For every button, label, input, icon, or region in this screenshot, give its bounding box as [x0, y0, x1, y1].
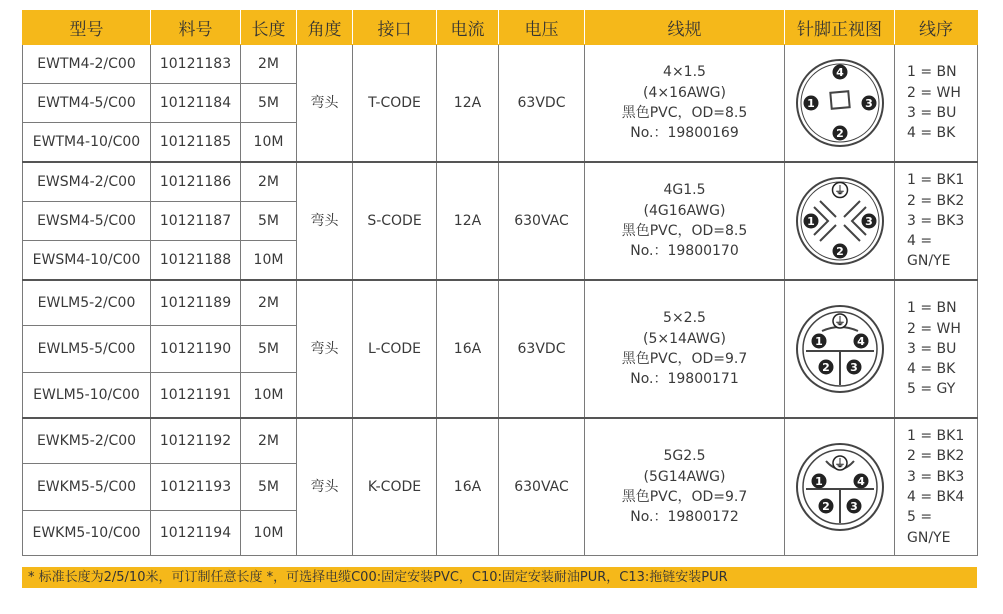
- current-cell: 16A: [437, 418, 499, 556]
- spec-line: 黑色PVC，OD=9.7: [621, 351, 748, 367]
- current-cell: 12A: [437, 45, 499, 163]
- header-model: 型号: [23, 11, 151, 45]
- angle-cell: 弯头: [297, 280, 353, 418]
- length-cell: 5M: [241, 326, 297, 373]
- interface-cell: K-CODE: [353, 418, 437, 556]
- pin-label: ⏚: [834, 315, 845, 328]
- pin-label: 1: [814, 335, 823, 348]
- pin-label: 1: [806, 97, 815, 110]
- table-row: [23, 45, 978, 84]
- model-cell: EWKM5-2/C00: [23, 418, 151, 464]
- part-cell: 10121186: [151, 162, 241, 202]
- spec-line: 5G2.5: [663, 448, 706, 465]
- part-cell: 10121187: [151, 202, 241, 241]
- pin-view-cell: [785, 418, 895, 556]
- wire-order-cell: [895, 280, 978, 418]
- part-cell: 10121189: [151, 280, 241, 326]
- header-interface: 接口: [353, 11, 437, 45]
- length-cell: 2M: [241, 418, 297, 464]
- voltage-cell: 630VAC: [499, 418, 585, 556]
- header-current: 电流: [437, 11, 499, 45]
- angle-cell: 弯头: [297, 45, 353, 163]
- part-cell: 10121184: [151, 84, 241, 123]
- wire-line: 3 = BU: [907, 105, 957, 121]
- spec-line: 5×2.5: [663, 310, 706, 327]
- model-cell: EWLM5-5/C00: [23, 326, 151, 373]
- pin-label: 3: [849, 500, 858, 513]
- angle-cell: 弯头: [297, 418, 353, 556]
- wire-line: 3 = BK3: [907, 468, 965, 485]
- wire-line: 5 = GY: [907, 381, 956, 398]
- model-cell: EWKM5-5/C00: [23, 464, 151, 511]
- wire-line: 1 = BK1: [907, 172, 965, 189]
- current-cell: 16A: [437, 280, 499, 418]
- length-cell: 2M: [241, 162, 297, 202]
- length-cell: 5M: [241, 202, 297, 241]
- spec-cell: [585, 162, 785, 280]
- voltage-cell: 63VDC: [499, 280, 585, 418]
- pin-label: 2: [821, 500, 830, 513]
- interface-cell: S-CODE: [353, 162, 437, 280]
- s-code-pin-icon: [792, 173, 888, 269]
- wire-line: 4 = BK: [907, 125, 956, 142]
- wire-line: 4 = BK: [907, 361, 956, 378]
- spec-cell: [585, 280, 785, 418]
- wire-line: 1 = BK1: [907, 428, 965, 445]
- model-cell: EWLM5-10/C00: [23, 373, 151, 419]
- pin-label: 2: [821, 361, 830, 374]
- header-part: 料号: [151, 11, 241, 45]
- pin-label: ⏚: [834, 184, 845, 197]
- part-cell: 10121183: [151, 45, 241, 84]
- pin-label: 2: [835, 127, 844, 140]
- spec-line: 4×1.5: [663, 64, 706, 81]
- spec-line: No.：19800172: [630, 509, 739, 526]
- wire-line: 2 = BK2: [907, 192, 965, 209]
- header-spec: 线规: [585, 11, 785, 45]
- length-cell: 10M: [241, 123, 297, 163]
- wire-line: 2 = WH: [907, 84, 961, 101]
- part-cell: 10121192: [151, 418, 241, 464]
- length-cell: 5M: [241, 84, 297, 123]
- part-cell: 10121194: [151, 511, 241, 556]
- pin-label: 3: [864, 97, 873, 110]
- table-row: [23, 162, 978, 202]
- spec-line: 黑色PVC，OD=8.5: [621, 105, 748, 121]
- wire-line: 3 = BK3: [907, 212, 965, 229]
- wire-line: 5 = GN/YE: [907, 509, 951, 546]
- length-cell: 5M: [241, 464, 297, 511]
- part-cell: 10121188: [151, 241, 241, 281]
- k-code-pin-icon: [792, 439, 888, 535]
- part-cell: 10121193: [151, 464, 241, 511]
- wire-line: 1 = BN: [907, 300, 957, 317]
- spec-line: No.：19800171: [630, 371, 739, 388]
- pin-label: ⏚: [834, 457, 845, 470]
- pin-label: 4: [835, 66, 844, 79]
- footnote: * 标准长度为2/5/10米，可订制任意长度 *，可选择电缆C00:固定安装PVC，C10:固定安装耐油PUR，C13:拖链安装PUR: [22, 567, 977, 588]
- voltage-cell: 630VAC: [499, 162, 585, 280]
- pin-label: 4: [856, 475, 865, 488]
- spec-line: (5G14AWG): [643, 468, 726, 485]
- model-cell: EWSM4-5/C00: [23, 202, 151, 241]
- wire-line: 1 = BN: [907, 64, 957, 81]
- spec-cell: [585, 418, 785, 556]
- length-cell: 10M: [241, 373, 297, 419]
- length-cell: 2M: [241, 45, 297, 84]
- t-code-pin-icon: [792, 55, 888, 151]
- spec-line: 黑色PVC，OD=9.7: [621, 489, 748, 505]
- header-pin-view: 针脚正视图: [785, 11, 895, 45]
- pin-view-cell: [785, 280, 895, 418]
- spec-line: No.：19800169: [630, 125, 739, 142]
- header-length: 长度: [241, 11, 297, 45]
- interface-cell: L-CODE: [353, 280, 437, 418]
- product-table: [22, 10, 978, 556]
- header-voltage: 电压: [499, 11, 585, 45]
- l-code-pin-icon: [792, 301, 888, 397]
- voltage-cell: 63VDC: [499, 45, 585, 163]
- header-wire-order: 线序: [895, 11, 978, 45]
- model-cell: EWKM5-10/C00: [23, 511, 151, 556]
- wire-order-cell: [895, 162, 978, 280]
- model-cell: EWSM4-2/C00: [23, 162, 151, 202]
- spec-line: 黑色PVC，OD=8.5: [621, 223, 748, 239]
- pin-view-cell: [785, 162, 895, 280]
- spec-line: (4G16AWG): [643, 202, 726, 219]
- wire-order-cell: [895, 418, 978, 556]
- pin-label: 3: [864, 215, 873, 228]
- model-cell: EWTM4-2/C00: [23, 45, 151, 84]
- spec-line: No.：19800170: [630, 243, 739, 260]
- spec-line: (5×14AWG): [643, 330, 726, 347]
- spec-line: 4G1.5: [663, 182, 706, 199]
- header-angle: 角度: [297, 11, 353, 45]
- wire-line: 4 = BK4: [907, 489, 965, 505]
- spec-cell: [585, 45, 785, 163]
- header-row: [23, 11, 978, 45]
- part-cell: 10121191: [151, 373, 241, 419]
- angle-cell: 弯头: [297, 162, 353, 280]
- model-cell: EWSM4-10/C00: [23, 241, 151, 281]
- wire-line: 4 = GN/YE: [907, 233, 951, 270]
- pin-label: 4: [856, 335, 865, 348]
- wire-order-cell: [895, 45, 978, 163]
- wire-line: 2 = WH: [907, 320, 961, 337]
- wire-line: 2 = BK2: [907, 448, 965, 465]
- pin-view-cell: [785, 45, 895, 163]
- model-cell: EWLM5-2/C00: [23, 280, 151, 326]
- pin-label: 2: [835, 245, 844, 258]
- part-cell: 10121190: [151, 326, 241, 373]
- length-cell: 2M: [241, 280, 297, 326]
- pin-label: 3: [849, 361, 858, 374]
- pin-label: 1: [806, 215, 815, 228]
- spec-line: (4×16AWG): [643, 84, 726, 101]
- model-cell: EWTM4-10/C00: [23, 123, 151, 163]
- pin-label: 1: [814, 475, 823, 488]
- part-cell: 10121185: [151, 123, 241, 163]
- table-row: [23, 418, 978, 464]
- interface-cell: T-CODE: [353, 45, 437, 163]
- wire-line: 3 = BU: [907, 340, 957, 357]
- table-row: [23, 280, 978, 326]
- length-cell: 10M: [241, 241, 297, 281]
- model-cell: EWTM4-5/C00: [23, 84, 151, 123]
- current-cell: 12A: [437, 162, 499, 280]
- length-cell: 10M: [241, 511, 297, 556]
